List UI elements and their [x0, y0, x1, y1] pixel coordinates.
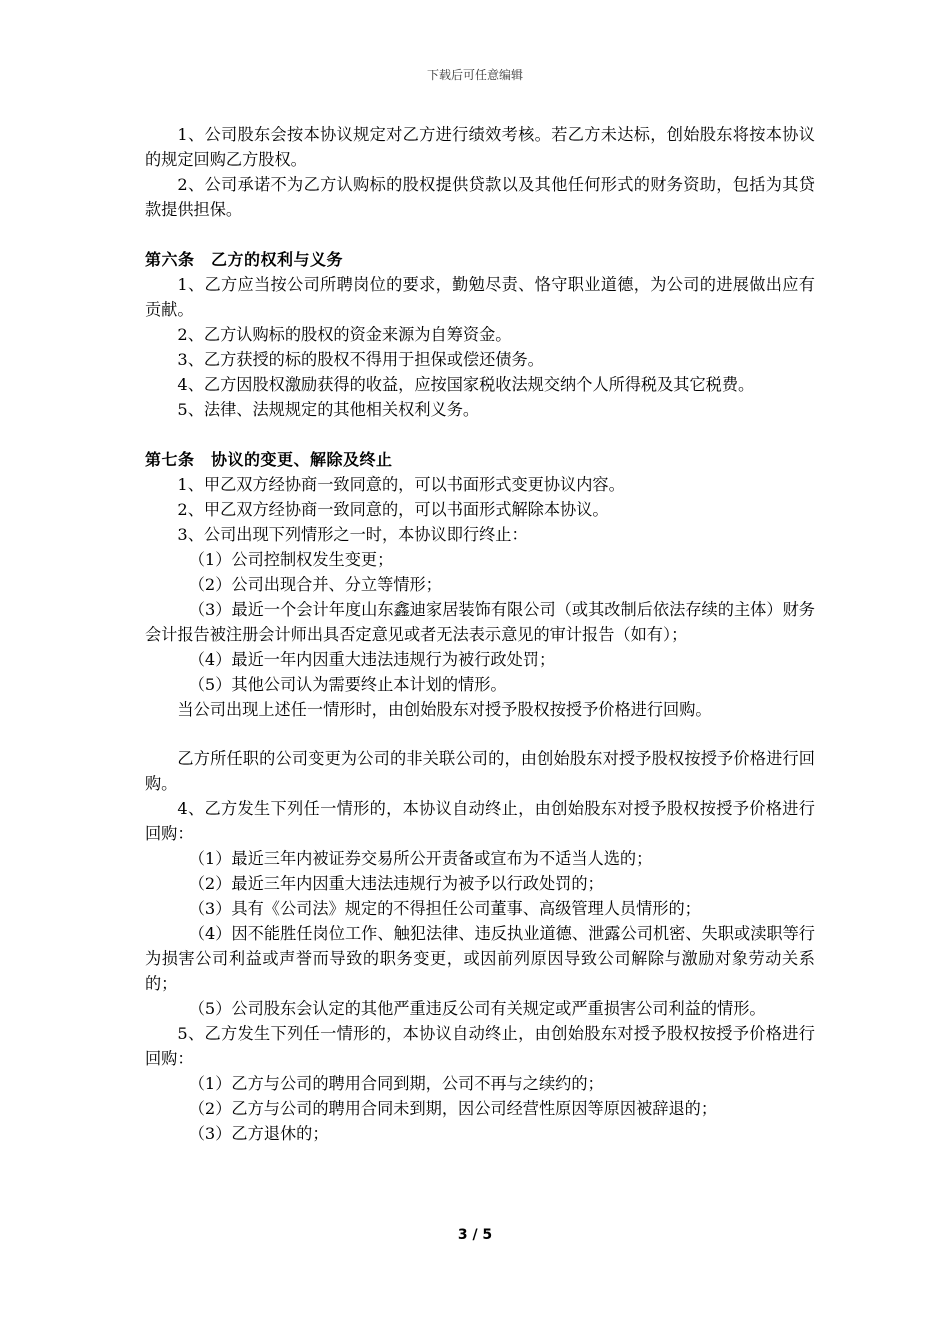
article-7-item: 5、乙方发生下列任一情形的，本协议自动终止，由创始股东对授予股权按授予价格进行回购： — [145, 1024, 815, 1068]
paragraph: 1、公司股东会按本协议规定对乙方进行绩效考核。若乙方未达标，创始股东将按本协议的规定回购乙方股权。 — [145, 125, 815, 169]
page-number: 3 / 5 — [457, 1227, 493, 1243]
article-6-item: 3、乙方获授的标的股权不得用于担保或偿还债务。 — [177, 350, 544, 369]
article-7-heading: 第七条 协议的变更、解除及终止 — [145, 450, 393, 469]
article-7-subitem: （5）公司股东会认定的其他严重违反公司有关规定或严重损害公司利益的情形。 — [188, 999, 766, 1018]
article-6-item: 2、乙方认购标的股权的资金来源为自筹资金。 — [177, 325, 512, 344]
article-7-subitem: （5）其他公司认为需要终止本计划的情形。 — [188, 675, 507, 694]
article-6-heading: 第六条 乙方的权利与义务 — [145, 250, 344, 269]
article-6-item: 1、乙方应当按公司所聘岗位的要求，勤勉尽责、恪守职业道德，为公司的进展做出应有贡献。 — [145, 275, 815, 319]
paragraph: 2、公司承诺不为乙方认购标的股权提供贷款以及其他任何形式的财务资助，包括为其贷款提供担保。 — [145, 175, 815, 219]
article-7-item: 2、甲乙双方经协商一致同意的，可以书面形式解除本协议。 — [177, 500, 609, 519]
article-7-subitem: （4）因不能胜任岗位工作、触犯法律、违反执业道德、泄露公司机密、失职或渎职等行为损害公司利益或声誉而导致的职务变更，或因前列原因导致公司解除与激励对象劳动关系的； — [145, 924, 815, 993]
article-7-subitem: （2）乙方与公司的聘用合同未到期，因公司经营性原因等原因被辞退的； — [188, 1099, 718, 1118]
article-6-item: 5、法律、法规规定的其他相关权利义务。 — [177, 400, 480, 419]
article-7-subitem: （2）公司出现合并、分立等情形； — [188, 575, 442, 594]
page-header: 下载后可任意编辑 — [426, 68, 523, 82]
spacer — [145, 222, 815, 247]
article-7-item: 3、公司出现下列情形之一时，本协议即行终止： — [177, 525, 528, 544]
document-body — [145, 122, 815, 1146]
article-7-subitem: （1）乙方与公司的聘用合同到期，公司不再与之续约的； — [188, 1074, 604, 1093]
article-7-subitem: （4）最近一年内因重大违法违规行为被行政处罚； — [188, 650, 556, 669]
article-7-paragraph: 乙方所任职的公司变更为公司的非关联公司的，由创始股东对授予股权按授予价格进行回购。 — [145, 749, 815, 793]
article-7-item: 4、乙方发生下列任一情形的，本协议自动终止，由创始股东对授予股权按授予价格进行回购： — [145, 799, 815, 843]
article-7-subitem: （1）最近三年内被证券交易所公开责备或宣布为不适当人选的； — [188, 849, 653, 868]
article-7-item: 1、甲乙双方经协商一致同意的，可以书面形式变更协议内容。 — [177, 475, 625, 494]
article-7-subitem: （1）公司控制权发生变更； — [188, 550, 394, 569]
article-7-subitem: （3）乙方退休的； — [188, 1124, 329, 1143]
article-7-subitem: （3）最近一个会计年度山东鑫迪家居装饰有限公司（或其改制后依法存续的主体）财务会计报告被注册会计师出具否定意见或者无法表示意见的审计报告（如有）； — [145, 600, 815, 644]
article-7-paragraph: 当公司出现上述任一情形时，由创始股东对授予股权按授予价格进行回购。 — [177, 700, 712, 719]
spacer — [145, 722, 815, 746]
spacer — [145, 422, 815, 447]
article-7-subitem: （3）具有《公司法》规定的不得担任公司董事、高级管理人员情形的； — [188, 899, 701, 918]
article-7-subitem: （2）最近三年内因重大违法违规行为被予以行政处罚的； — [188, 874, 604, 893]
article-6-item: 4、乙方因股权激励获得的收益，应按国家税收法规交纳个人所得税及其它税费。 — [177, 375, 755, 394]
